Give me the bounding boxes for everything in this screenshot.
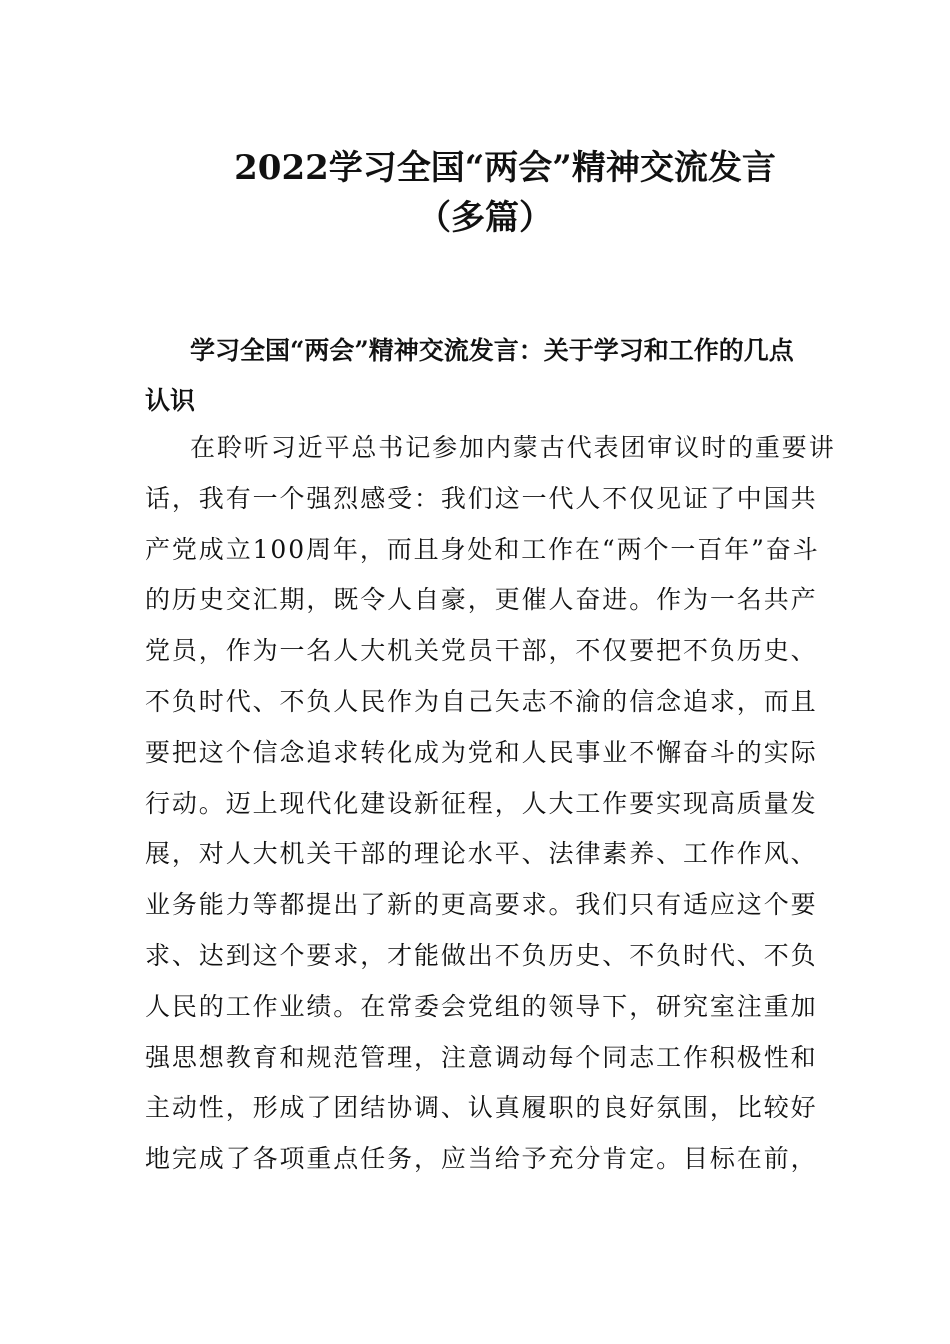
body-line: 地完成了各项重点任务，应当给予充分肯定。目标在前， [145, 1144, 818, 1174]
body-line: 话，我有一个强烈感受：我们这一代人不仅见证了中国共 [145, 483, 818, 513]
body-paragraph [145, 423, 836, 1185]
title-line-2: （多篇） [417, 198, 553, 238]
body-line: 强思想教育和规范管理，注意调动每个同志工作积极性和 [145, 1042, 818, 1072]
body-line: 求、达到这个要求，才能做出不负历史、不负时代、不负 [145, 940, 818, 970]
body-line: 人民的工作业绩。在常委会党组的领导下，研究室注重加 [145, 991, 818, 1021]
body-line: 党员，作为一名人大机关党员干部，不仅要把不负历史、 [145, 636, 818, 666]
body-line: 的历史交汇期，既令人自豪，更催人奋进。作为一名共产 [145, 585, 818, 615]
document-title [0, 143, 950, 243]
body-line: 不负时代、不负人民作为自己矢志不渝的信念追求，而且 [145, 686, 818, 716]
body-line: 要把这个信念追求转化成为党和人民事业不懈奋斗的实际 [145, 737, 818, 767]
body-line: 行动。迈上现代化建设新征程，人大工作要实现高质量发 [145, 788, 818, 818]
section-heading: 学习全国“两会”精神交流发言：关于学习和工作的几点认识 [145, 336, 794, 415]
body-line: 业务能力等都提出了新的更高要求。我们只有适应这个要 [145, 890, 818, 920]
body-line: 主动性，形成了团结协调、认真履职的良好氛围，比较好 [145, 1093, 818, 1123]
body-line: 在聆听习近平总书记参加内蒙古代表团审议时的重要讲 [190, 433, 836, 462]
body-line: 产党成立100周年，而且身处和工作在“两个一百年”奋斗 [145, 534, 820, 564]
body-line: 展，对人大机关干部的理论水平、法律素养、工作作风、 [145, 839, 818, 869]
title-line-1: 2022学习全国“两会”精神交流发言 [234, 148, 776, 188]
